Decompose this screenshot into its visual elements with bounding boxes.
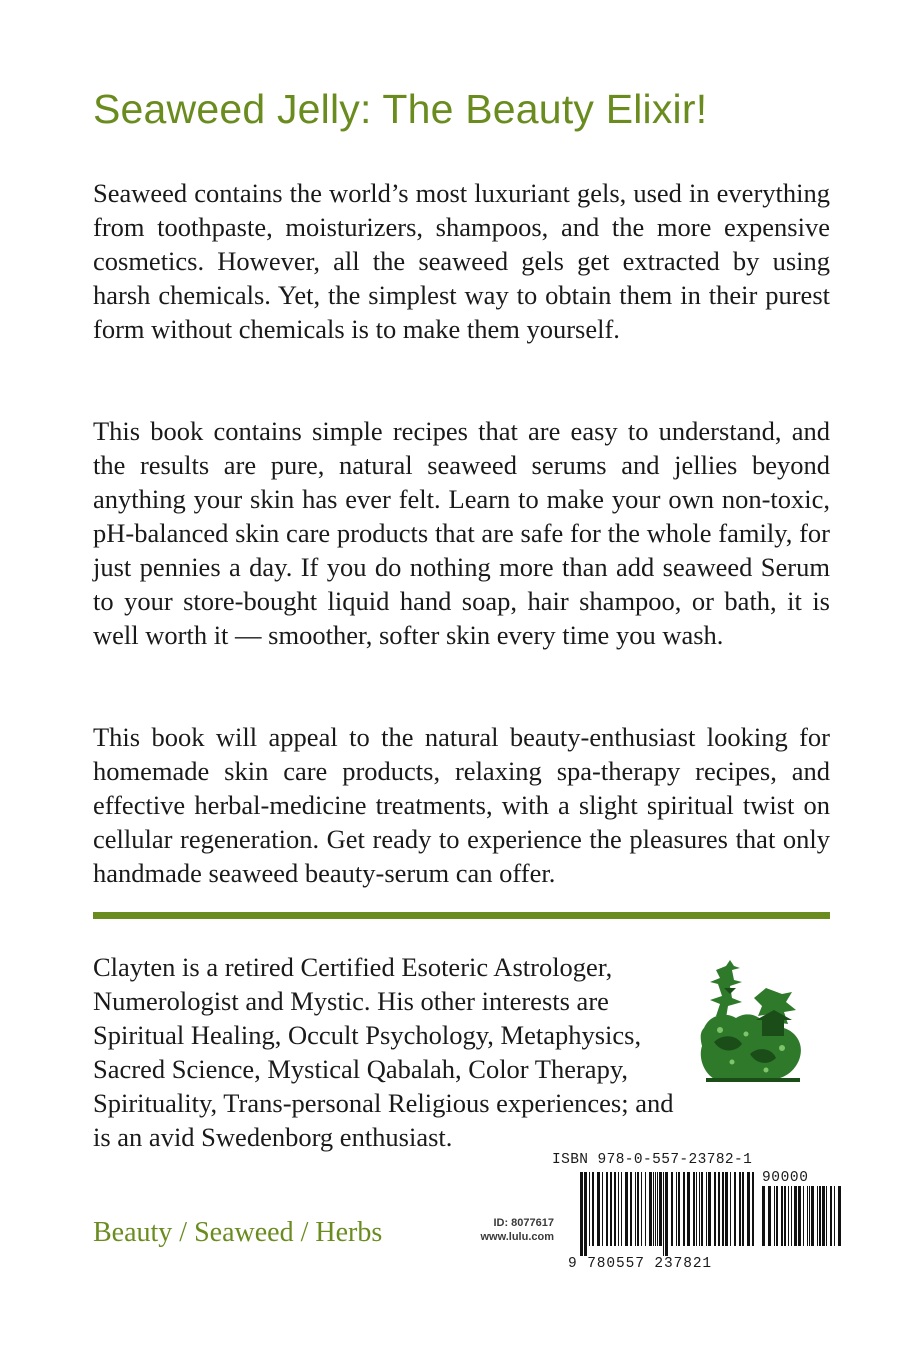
barcode-bar bbox=[665, 1172, 668, 1256]
barcode-bar bbox=[706, 1172, 707, 1246]
barcode-bar bbox=[625, 1172, 628, 1246]
barcode-bar bbox=[597, 1172, 600, 1246]
barcode-bar bbox=[649, 1172, 652, 1246]
barcode-bar bbox=[621, 1172, 622, 1246]
barcode-bar bbox=[580, 1172, 583, 1256]
barcode-bar bbox=[819, 1186, 821, 1246]
barcode-bar bbox=[791, 1186, 792, 1246]
barcode-bar bbox=[817, 1186, 818, 1246]
barcode-bar bbox=[830, 1186, 832, 1246]
barcode-bar bbox=[683, 1172, 685, 1246]
barcode-bar bbox=[822, 1186, 825, 1246]
barcode-bar bbox=[699, 1172, 700, 1246]
description-paragraph-2: This book contains simple recipes that are easy to understand, and the results are pure, natural seaweed serums and jellies beyond anything your skin has ever felt. Learn to make your own non-toxic, pH-balanced skin care products that are safe for the whole family, for just pennies a day. If you do nothing more than add seaweed Serum to your store-bought liquid hand soap, hair shampoo, or bath, it is well worth it — smoother, softer skin every time you wash. bbox=[93, 416, 830, 650]
barcode-bar bbox=[641, 1172, 642, 1246]
barcode-bar bbox=[614, 1172, 616, 1246]
barcode-bar bbox=[610, 1172, 612, 1246]
barcode-bar bbox=[718, 1172, 720, 1246]
barcode-bar bbox=[809, 1186, 810, 1246]
barcode-bar bbox=[774, 1186, 775, 1246]
barcode-bar bbox=[742, 1172, 744, 1246]
barcode-bar bbox=[592, 1172, 594, 1246]
barcode-bar bbox=[826, 1186, 827, 1246]
barcode-bar bbox=[788, 1186, 789, 1246]
isbn-barcode bbox=[550, 1152, 842, 1274]
barcode-bar bbox=[798, 1186, 801, 1246]
barcode-bar bbox=[696, 1172, 697, 1246]
barcode-bar bbox=[676, 1172, 677, 1246]
author-bio: Clayten is a retired Certified Esoteric Astrologer, Numerologist and Mystic. His other interests are Spiritual Healing, Occult Psychology, Metaphysics, Sacred Science, Mystical Qabalah, Color Therapy, Spirituality, Trans-personal Religious experiences; and is an avid Swedenborg enthusiast. bbox=[93, 952, 674, 1152]
publisher-id-block bbox=[448, 1216, 554, 1244]
barcode-bar bbox=[606, 1172, 608, 1246]
price-code: 90000 bbox=[762, 1170, 809, 1186]
barcode-bar bbox=[784, 1186, 786, 1246]
barcode-bar bbox=[730, 1172, 731, 1246]
barcode-bar bbox=[659, 1172, 662, 1246]
barcode-bar bbox=[768, 1186, 771, 1246]
barcode-bar bbox=[803, 1186, 804, 1246]
barcode-bar bbox=[834, 1186, 835, 1246]
barcode-bar bbox=[678, 1172, 680, 1246]
barcode-bar bbox=[747, 1172, 750, 1246]
category-label: Beauty / Seaweed / Herbs bbox=[93, 1217, 383, 1248]
barcode-bar bbox=[725, 1172, 728, 1246]
isbn-label: ISBN 978-0-557-23782-1 bbox=[552, 1152, 753, 1168]
ean13-bars bbox=[580, 1172, 756, 1256]
barcode-bar bbox=[708, 1172, 711, 1246]
barcode-bar bbox=[584, 1172, 587, 1256]
barcode-bar bbox=[602, 1172, 603, 1246]
lulu-url: www.lulu.com bbox=[480, 1231, 554, 1243]
barcode-bar bbox=[752, 1172, 754, 1246]
barcode-bar bbox=[714, 1172, 716, 1246]
section-divider bbox=[93, 912, 830, 919]
barcode-bar bbox=[663, 1172, 664, 1256]
barcode-bar bbox=[781, 1186, 783, 1246]
barcode-bar bbox=[671, 1172, 673, 1246]
barcode-bar bbox=[807, 1186, 808, 1246]
description-paragraph-3: This book will appeal to the natural beauty-enthusiast looking for homemade skin care products, relaxing spa-therapy recipes, and effective herbal-medicine treatments, with a slight spiritual twist on cellular regeneration. Get ready to experience the pleasures that only handmade seaweed beauty-serum can offer. bbox=[93, 722, 830, 888]
barcode-bar bbox=[811, 1186, 814, 1246]
barcode-bar bbox=[776, 1186, 778, 1246]
barcode-bar bbox=[635, 1172, 636, 1246]
barcode-bar bbox=[618, 1172, 619, 1246]
barcode-bar bbox=[645, 1172, 646, 1246]
jade-pagoda-carving-icon bbox=[696, 958, 808, 1084]
lulu-id: ID: 8077617 bbox=[493, 1217, 554, 1229]
barcode-bar bbox=[589, 1172, 590, 1246]
barcode-digits: 9 780557 237821 bbox=[568, 1256, 713, 1272]
book-title: Seaweed Jelly: The Beauty Elixir! bbox=[93, 86, 708, 132]
barcode-bar bbox=[838, 1186, 841, 1246]
barcode-bar bbox=[687, 1172, 690, 1246]
barcode-bar bbox=[762, 1186, 765, 1246]
barcode-bar bbox=[630, 1172, 632, 1246]
barcode-bar bbox=[794, 1186, 797, 1246]
barcode-bar bbox=[657, 1172, 658, 1246]
barcode-bar bbox=[739, 1172, 741, 1246]
description-paragraph-1: Seaweed contains the world’s most luxuriant gels, used in everything from toothpaste, moisturizers, shampoos, and the more expensive cosmetics. However, all the seaweed gels get extracted by using harsh chemicals. Yet, the simplest way to obtain them in their purest form without chemicals is to make them yourself. bbox=[93, 178, 830, 344]
barcode-bar bbox=[722, 1172, 724, 1246]
barcode-bar bbox=[701, 1172, 703, 1246]
barcode-bar bbox=[637, 1172, 639, 1246]
price-addon-bars bbox=[762, 1186, 842, 1256]
barcode-bar bbox=[693, 1172, 695, 1246]
barcode-bar bbox=[653, 1172, 654, 1246]
barcode-bar bbox=[655, 1172, 656, 1246]
barcode-bar bbox=[734, 1172, 736, 1246]
